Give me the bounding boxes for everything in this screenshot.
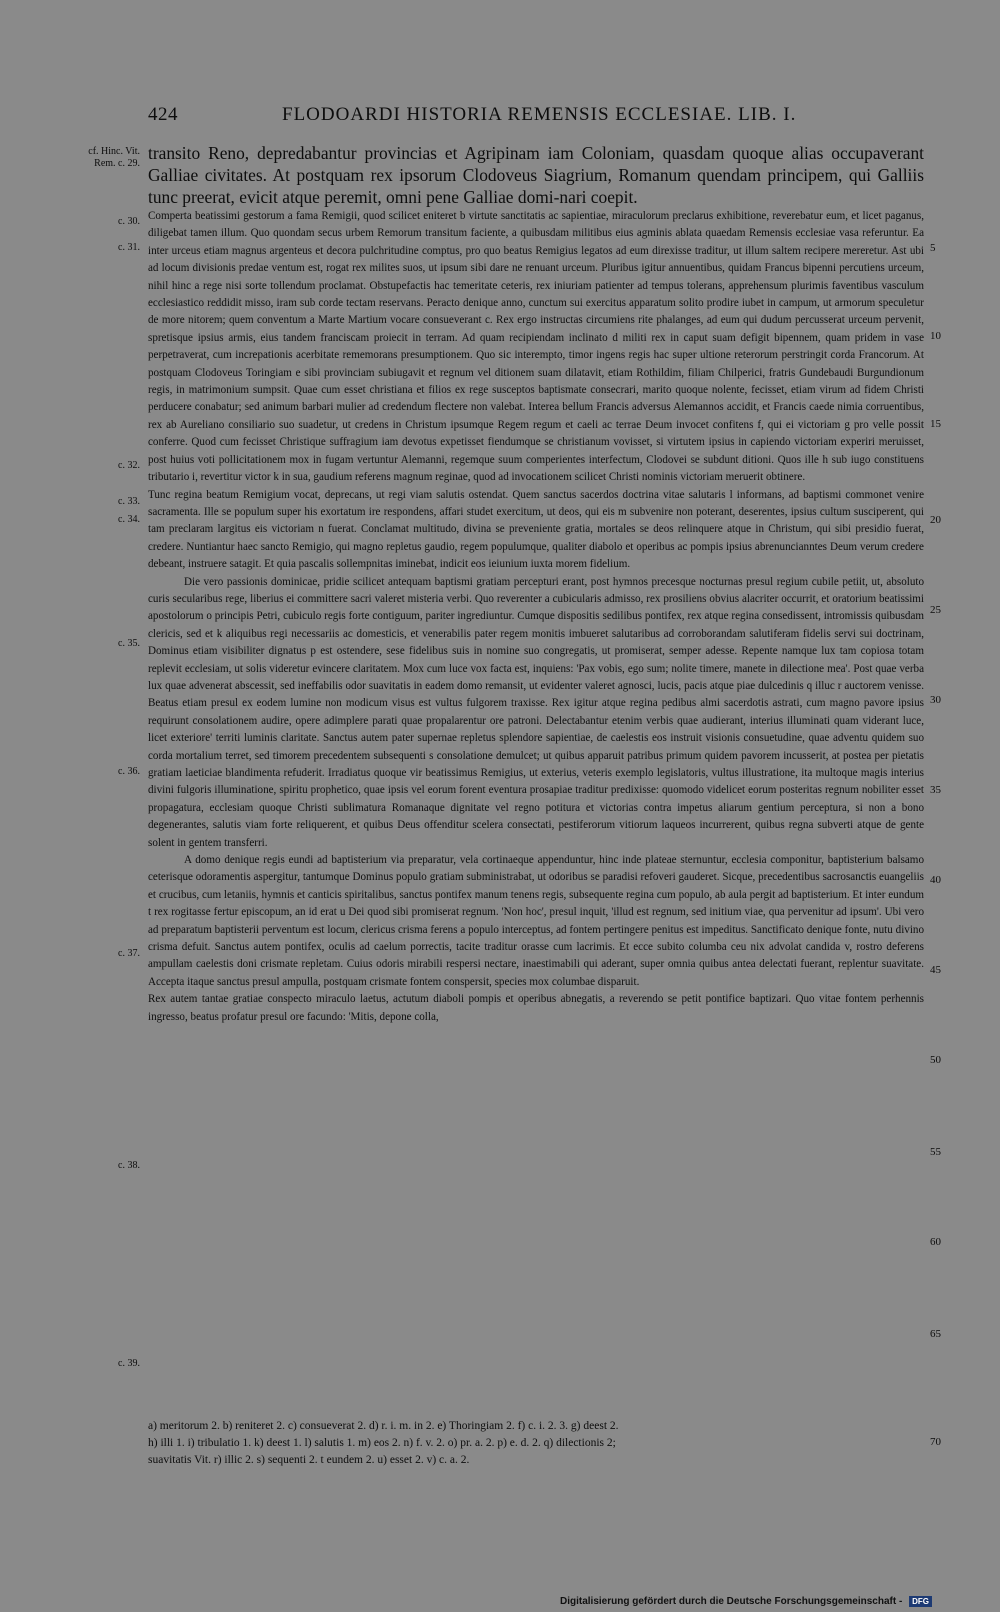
digitization-footer — [560, 1596, 1000, 1612]
paragraph: Die vero passionis dominicae, pridie scilicet antequam baptismi gratiam percepturi erant, post hymnos precesque nocturnas presul regium cubile petiit, ut, absoluto curis secularibus rege, liberius ei committere sacri valeret misteria verbi. Quo reverenter a cubicularis admisso, rex prosiliens obvius alacriter occurrit, et oratorium beatissimi apostolorum o principis Petri, cubiculo regis forte contiguum, pariter ingrediuntur. Cumque dispositis sedilibus pontifex, rex atque regina consedissent, intromissis quibusdam clericis, sed et k aliquibus regi necessariis ac domesticis, et venerabilis pater regem monitis imbueret salutaribus ad corroborandam salutiferam fidelis servi sui doctrinam, Dominus etiam visibiliter dignatus p est ostendere, sese fidelibus suis in nomine suo congregatis, ut promiserat, semper adesse. Repente namque lux tam copiosa totam replevit ecclesiam, ut solis videretur evincere claritatem. Mox cum luce vox facta est, inquiens: 'Pax vobis, ego sum; nolite timere, manete in dilectione mea'. Post quae verba lux quae advenerat abscessit, sed ineffabilis odor suavitatis in eadem domo remansit, ut evidenter valeret agnosci, lucis, pacis atque piae dulcedinis q illuc r auctorem venisse. Beatus etiam presul ex eodem lumine non modicum visus est vultus fulgorem traxisse. Rex igitur atque regina pedibus almi sacerdotis astrati, cum magno pavore ipsius requirunt consolationem audire, opere adimplere parati quae propalarentur ore patroni. Delectabantur etenim verbis quae audierant, interius illuminati quam viderant luce, licet exteriore' territi luminis claritate. Sanctus autem pater supernae repletus splendore sapientiae, de caelestis eos instruit visionis consuetudine, quae adventu quidem suo corda mortalium terret, sed timorem precedentem subsequenti s consolatione demulcet; ut quibus apparuit patribus primum quidem pavorem incusserit, at postea per pietatis gratiam laeticiae blandimenta refuderit. Irradiatus quoque vir beatissimus Remigius, ut exterius, veteris exemplo legislatoris, vultus illustratione, ita multoque magis interius divini fulgoris illuminatione, spiritu prophetico, quae ipsis vel eorum forent eventura prosapiae traditur predixisse: quomodo videlicet eorum posteritas regnum nobiliter esset propagatura, ecclesiam quoque Christi sublimatura Romanaque dignitate vel regno potitura et victorias contra impetus aliarum gentium perceptura, si non a bono degenerantes, salutis viam forte reliquerent, et quibus Deus offenditur scelera consectati, pestiferorum vitiorum laqueos incurrerent, quibus regna subverti atque de gente solent in gentem transferri. — [148, 575, 924, 849]
main-text — [148, 142, 924, 1026]
line-number: 25 — [930, 604, 941, 616]
line-number: 50 — [930, 1054, 941, 1066]
margin-ref: c. 32. — [118, 460, 140, 471]
paragraph: Comperta beatissimi gestorum a fama Remigii, quod scilicet eniteret b virtute sanctitatis ac sapientiae, miraculorum preclarus exhibitione, reverebatur eum, et licet paganus, diligebat tamen illum. Quo quondam secus urbem Remorum transitum faciente, a quibusdam militibus eius agminis ablata quaedam Remensis ecclesiae vasa referuntur. Ea inter urceus etiam magnus argenteus et decora pulchritudine comptus, pro quo beatus Remigius legatos ad eum direxisse traditur, ut illum saltem recipere mereretur. Ast ubi ad locum divisionis predae ventum est, rogat rex milites suos, ut ipsum sibi dare ne renuant urceum. Pluribus igitur annuentibus, quidam Francus bipenni percutiens urceum, nihil hinc a rege nisi sorte tollendum proclamat. Obstupefactis hac temeritate ceteris, rex iniuriam patienter ad tempus tolerans, apprehensum plurimis faventibus vasculum ecclesiastico reddidit misso, iram sub corde tectam reservans. Peracto denique anno, cunctum sui exercitus apparatum solito prodire iubet in campum, ut armorum speculetur de more nitorem; quem conventum a Marte Martium vocare consueverant c. Rex ergo instructas circumiens rite phalanges, ad eum qui dudum percusserat urceum pervenit, spretisque ipsius armis, eius tandem franciscam proiecit in terram. Ad quam recipiendam inclinato d militi rex in caput suam defigit bipennem, quam pridem in vase perpetraverat, cum increpationis acerbitate rememorans presumptionem. Quo sic interempto, timor ingens regis hac super ultione reterorum perstringit corda Francorum. At postquam Clodoveus Toringiam e sibi provinciam subiugavit et regnum vel ditionem suam dilatavit, etiam Rothildim, filiam Chilperici, fratris Gundebaudi Burgundionum regis, in matrimonium sumpsit. Quae cum esset christiana et filios ex rege susceptos baptismate consecrari, marito quoque nolente, fecisset, etiam virum ad fidem Christi perducere conabatur; sed animum barbari mulier ad credendum flectere non valebat. Interea bellum Francis adversus Alemannos accidit, et Francis caede nimia corruentibus, rex ab Aureliano consiliario suo suadetur, ut credens in Christum ipsumque Regem regum et caeli ac terrae Deum invocet confitens f, qui ei victoriam g pro velle possit conferre. Quod cum fecisset Christique suffragium iam devotus expetisset fiendumque se christianum vovisset, si virtutem ipsius in capiendo victoriam experiri meruisset, post huius voti pollicitationem mox in fugam vertuntur Alemanni, regemque suum comperientes interfectum, Clodovei se subdunt ditioni. Quos ille h sub iugo constituens tributario i, revertitur victor k in sua, gaudium referens magnum reginae, quod ad invocationem scilicet Christi nominis victoriam meruerit obtinere. — [148, 210, 924, 484]
line-number: 40 — [930, 874, 941, 886]
margin-ref: c. 35. — [118, 638, 140, 649]
footnote-line: suavitatis Vit. r) illic 2. s) sequenti 2. t eundem 2. u) esset 2. v) c. a. 2. — [148, 1454, 470, 1466]
margin-ref: c. 31. — [118, 242, 140, 253]
margin-ref: c. 37. — [118, 948, 140, 959]
line-number: 20 — [930, 514, 941, 526]
footnote-line: a) meritorum 2. b) reniteret 2. c) consueverat 2. d) r. i. m. in 2. e) Thoringiam 2. f) c. i. 2. 3. g) deest 2. — [148, 1420, 619, 1432]
paragraph: Rex autem tantae gratiae conspecto miraculo laetus, actutum diaboli pompis et operibus abnegatis, a reverendo se petit pontifice baptizari. Quo vitae fontem perhennis ingresso, beatus profatur presul ore facundo: 'Mitis, depone colla, — [148, 993, 924, 1023]
line-number: 65 — [930, 1328, 941, 1340]
intro-paragraph: transito Reno, depredabantur provincias et Agripinam iam Coloniam, quasdam quoque alias occupaverant Galliae civitates. At postquam rex ipsorum Clodoveus Siagrium, Romanum quendam principem, qui Galliis tunc preerat, evicit atque peremit, omni pene Galliae domi-nari coepit. — [148, 143, 924, 207]
paragraph: A domo denique regis eundi ad baptisterium via preparatur, vela cortinaeque appenduntur, hinc inde plateae sternuntur, ecclesia componitur, baptisterium balsamo ceterisque odoramentis aspergitur, tantumque Dominus populo gratiam subministrabat, ut odoribus se paradisi refoveri gauderet. Sicque, precedentibus sacrosanctis euangeliis et crucibus, cum letaniis, hymnis et canticis spiritalibus, sanctus pontifex manum tenens regis, subsequente regina cum populo, ab aula pergit ad baptisterium. Et inter eundum t rex rogitasse fertur episcopum, an id erat u Dei quod sibi promiserat regnum. 'Non hoc', presul inquit, 'illud est regnum, sed initium viae, qua pervenitur ad ipsum'. Ubi vero ad preparatum baptisterii perventum est locum, clericus crisma ferens a populo interceptus, ad fontem pertingere penitus est impeditus. Sanctificato denique fonte, nutu divino crisma defuit. Sanctus autem pontifex, oculis ad caelum porrectis, tacite traditur orasse cum lacrimis. Et ecce subito columba ceu nix advolat candida v, rostro deferens ampullam caelestis doni crismate repletam. Cuius odoris mirabili respersi nectare, inaestimabili qui aderant, super omnia quibus antea delectati fuerant, replentur suavitate. Accepta itaque sanctus presul ampulla, postquam crismate fontem conspersit, species mox columbae disparuit. — [148, 854, 924, 988]
line-number: 10 — [930, 330, 941, 342]
dfg-logo-icon: DFG — [909, 1596, 932, 1607]
footer-text: Digitalisierung gefördert durch die Deutsche Forschungsgemeinschaft - — [560, 1596, 903, 1608]
line-number: 55 — [930, 1146, 941, 1158]
margin-ref: c. 36. — [118, 766, 140, 777]
line-number: 60 — [930, 1236, 941, 1248]
margin-ref: c. 30. — [118, 216, 140, 227]
page-header — [148, 104, 928, 130]
line-number: 45 — [930, 964, 941, 976]
footnote-line: h) illi 1. i) tribulatio 1. k) deest 1. l) salutis 1. m) eos 2. n) f. v. 2. o) pr. a. 2. p) e. d. 2. q) dilectionis 2; — [148, 1437, 616, 1449]
margin-ref: c. 34. — [118, 514, 140, 525]
paragraph: Tunc regina beatum Remigium vocat, deprecans, ut regi viam salutis ostendat. Quem sanctus sacerdos doctrina vitae salutaris l informans, ad baptismi commonet venire sacramenta. Ille se populum super his exortatum ire respondens, affari studet exercitum, ut deos, qui eis m subvenire non poterant, deserentes, ipsius cultum susciperent, qui tam preclaram largitus eis victoriam n fuerat. Conclamat multitudo, divina se preveniente gratia, mortales se deos relinquere atque in Christum, qui sibi presidio fuerat, credere. Nuntiantur haec sancto Remigio, qui magno repletus gaudio, regem populumque, qualiter diabolo et operibus ac pompis ipsius abrenuncianntes Deum verum credere debeant, instruere satagit. Et quia pascalis sollempnitas iminebat, indicit eos ieiunium iuxta morem fidelium. — [148, 488, 924, 571]
line-number: 15 — [930, 418, 941, 430]
line-number: 35 — [930, 784, 941, 796]
margin-ref: c. 39. — [118, 1358, 140, 1369]
footnotes — [148, 1418, 924, 1469]
page-number: 424 — [148, 104, 178, 125]
margin-ref: c. 38. — [118, 1160, 140, 1171]
running-title: FLODOARDI HISTORIA REMENSIS ECCLESIAE. LIB. I. — [282, 104, 797, 125]
line-number: 70 — [930, 1436, 941, 1448]
line-number: 5 — [930, 242, 936, 254]
line-number: 30 — [930, 694, 941, 706]
margin-ref: c. 33. — [118, 496, 140, 507]
margin-ref: cf. Hinc. Vit. Rem. c. 29. — [88, 146, 140, 169]
